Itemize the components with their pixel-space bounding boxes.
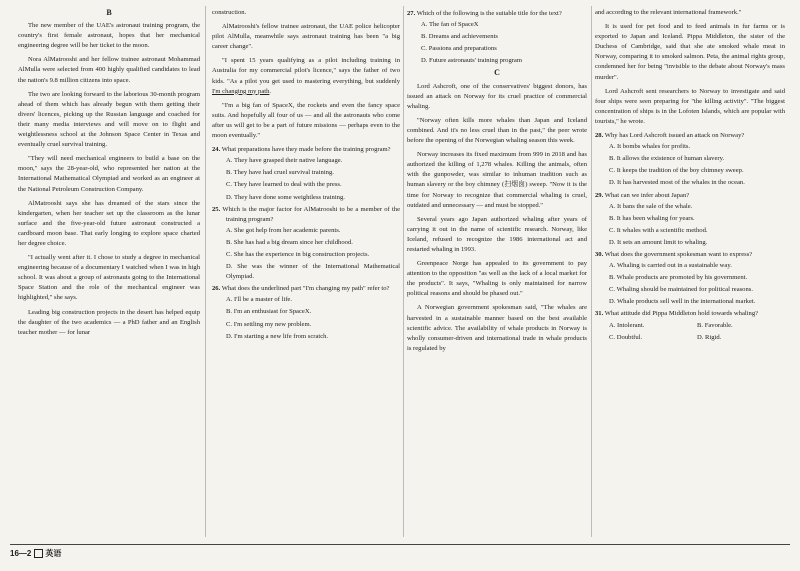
question-number: 29.	[595, 191, 604, 199]
option: D. It sets an amount limit to whaling.	[609, 238, 708, 246]
option: B. They have had cruel survival training.	[226, 169, 334, 177]
option: A. It bans the sale of the whale.	[609, 202, 693, 210]
page-number: 16—2	[10, 549, 32, 558]
page-footer	[10, 548, 61, 559]
question-stem: What does the government spokesman want to express?	[604, 250, 753, 258]
paragraph	[212, 56, 400, 96]
paragraph: It is used for pet food and to feed animals in fur farms or is exported to Japan and Iceland. Pippa Middleton, the sister of the Duchess of Cambridge, said that she ate smoked whale meat in Norway, comparing it to smoked salmon. Peta, the animal rights group, condemned her for being "invisible to the debate about Norway's mass murder".	[595, 23, 785, 81]
question-number: 31.	[595, 310, 604, 318]
underlined-phrase: I'm changing my path	[212, 87, 270, 95]
paragraph: "I actually went after it. I chose to study a degree in mechanical engineering because of a documentary I watched when I was in high school. It was about a group of astronauts going to the International Space Station and the role of the mechanical engineer was highlighted," she says.	[18, 254, 200, 302]
text: "I spent 15 years qualifying as a pilot including training in Australia for my commercial pilot's licence," says the father of two kids. "As a pilot you get used to mastering everything, but suddenly	[212, 57, 400, 85]
option: B. She has had a big dream since her childhood.	[226, 238, 353, 246]
option: B. It allows the existence of human slavery.	[609, 155, 725, 163]
option: B. Favorable.	[697, 321, 733, 329]
question-stem: Which of the following is the suitable title for the text?	[416, 10, 562, 17]
column-divider	[205, 6, 206, 537]
subject-badge-icon	[34, 549, 43, 558]
question-stem: What can we infer about Japan?	[604, 191, 690, 199]
option: A. It bombs whales for profits.	[609, 143, 691, 151]
option: C. Whaling should be maintained for political reasons.	[609, 286, 753, 294]
paragraph: construction.	[212, 9, 247, 16]
option: A. Whaling is carried out in a sustainable way.	[609, 262, 732, 270]
option: C. It whales with a scientific method.	[609, 226, 708, 234]
question-28	[595, 131, 785, 188]
option: C. She has the experience in big construction projects.	[226, 250, 370, 258]
question-stem: Why has Lord Ashcroft issued an attack on Norway?	[604, 132, 745, 140]
paragraph: and according to the relevant international framework."	[595, 9, 742, 16]
paragraph: Nora AlMatrooshi and her fellow trainee astronaut Mohammad AlMulla were selected from 400 highly qualified candidates to lead the nation's 9.8 million citizens into space.	[18, 56, 200, 84]
option: B. Dreams and achievements	[421, 33, 498, 41]
paragraph: "I'm a big fan of SpaceX, the rockets and even the fancy space suits. And hopefully all four of us — and all the astronauts who come after us will get to be a part of future missions — perhaps even to the moon eventually."	[212, 101, 400, 140]
column-divider	[403, 6, 404, 537]
option: C. It keeps the tradition of the boy chimney sweep.	[609, 167, 744, 175]
question-30	[595, 250, 785, 307]
option: B. Whale products are promoted by his government.	[609, 274, 748, 282]
option: D. They have done some weightless training.	[226, 193, 345, 201]
column-divider	[591, 6, 592, 537]
paragraph: A Norwegian government spokesman said, "The whales are harvested in a sustainable manner based on the best available scientific advice. The availability of whale products in Norway is wholly consumer-driven and international trade in whale products is regulated by	[407, 304, 587, 352]
paragraph: AlMatrooshi says she has dreamed of the stars since the kindergarten, when her teacher set up the classroom as the lunar surface and the five-year-old future astronaut constructed a cardboard moon base. That early longing to explore space charted her degree choice.	[18, 199, 200, 247]
column-3	[407, 8, 587, 540]
subject-label: 英语	[45, 549, 62, 558]
question-24	[212, 145, 400, 202]
paragraph: The two are looking forward to the laborious 30-month program ahead of them which has already begun with them getting their divers' licences, picking up the Russian language and coached for their many media interviews and will move on to flight and weightlessness school at the Johnson Space Center in Texas and eventually cruel survival training.	[18, 90, 200, 149]
paragraph: Lord Ashcroft sent researchers to Norway to investigate and said four ships were seen preparing for "the killing activity". "The biggest concentration of ships is in the Lofoten Islands, which are popular with tourists," he wrote.	[595, 87, 785, 125]
question-number: 24.	[212, 146, 221, 154]
option: D. It has harvested most of the whales in the ocean.	[609, 179, 745, 187]
paragraph: Leading big construction projects in the desert has helped equip the daughter of the two academics — a PhD father and an English teacher mother — for lunar	[18, 308, 200, 336]
paragraph: Greenpeace Norge has appealed to its government to pay attention to the opposition "as well as the lack of a local market for the products". It says, "Whaling is only maintained for narrow political reasons and should be phased out."	[407, 260, 587, 298]
question-stem: Which is the major factor for AlMatrooshi to be a member of the training program?	[222, 205, 400, 223]
option: D. Rigid.	[697, 333, 722, 341]
option: B. I'm an enthusiast for SpaceX.	[226, 308, 312, 316]
question-27	[407, 9, 587, 66]
option: A. The fan of SpaceX	[421, 21, 479, 29]
question-25	[212, 205, 400, 283]
option: D. I'm starting a new life from scratch.	[226, 332, 329, 340]
question-26	[212, 284, 400, 341]
option: D. She was the winner of the International Mathematical Olympiad.	[226, 263, 400, 281]
paragraph: AlMatrooshi's fellow trainee astronaut, the UAE police helicopter pilot AlMulla, meanwhile says astronaut training has been "a big career change".	[212, 23, 400, 51]
option: A. I'll be a master of life.	[226, 296, 293, 304]
question-number: 30.	[595, 250, 604, 258]
text: .	[269, 87, 272, 95]
option: C. I'm settling my new problem.	[226, 320, 312, 328]
paragraph: "Norway often kills more whales than Japan and Iceland combined. And it's no less cruel than in the past," the peer wrote before the opening of the Norwegian whaling season this week.	[407, 116, 587, 145]
option: B. It has been whaling for years.	[609, 214, 695, 222]
option: A. Intolerant.	[609, 321, 645, 329]
column-2	[212, 8, 400, 540]
paragraph: Several years ago Japan authorized whaling after years of carrying it out in the name of scientific research. Norway, like Iceland, refused to recognize the 1986 international act and restarted whaling in 1993.	[407, 215, 587, 253]
option: A. They have grasped their native language.	[226, 157, 343, 165]
question-number: 25.	[212, 205, 221, 213]
option: C. Doubtful.	[609, 333, 643, 341]
question-31	[595, 309, 785, 342]
column-1	[18, 8, 200, 540]
column-4	[595, 8, 785, 540]
question-number: 28.	[595, 132, 604, 140]
paragraph: "They will need mechanical engineers to build a base on the moon," says the 28-year-old, who represented her nation at the International Mathematical Olympiad and worked as an engineer at the National Petroleum Construction Company.	[18, 155, 200, 193]
option: D. Whale products sell well in the international market.	[609, 298, 756, 306]
section-heading-b: B	[106, 8, 112, 17]
question-stem: What attitude did Pippa Middleton hold towards whaling?	[604, 310, 759, 318]
paragraph: Lord Ashcroft, one of the conservatives' biggest donors, has issued an attack on Norway for its cruel practice of commercial whaling.	[407, 82, 587, 110]
question-29	[595, 191, 785, 248]
option: C. They have learned to deal with the press.	[226, 181, 342, 189]
option: D. Future astronauts' training program	[421, 57, 522, 65]
option: A. She got help from her academic parents.	[226, 226, 341, 234]
section-heading-c: C	[494, 68, 500, 78]
paragraph: The new member of the UAE's astronaut training program, the country's first female astronaut, hopes that her mechanical engineering degree will be her ticket to the moon.	[18, 22, 200, 50]
footer-rule	[10, 544, 790, 545]
question-stem: What does the underlined part "I'm changing my path" refer to?	[221, 285, 390, 293]
question-number: 26.	[212, 285, 221, 293]
option: C. Passions and preparations	[421, 45, 497, 53]
paragraph: Norway increases its fixed maximum from 999 in 2018 and has authorized the killing of 1,278 whales. Killing the animals, often with the gunpowder, was similar to inhuman tradition such as human slavery or the boy chimney (扫烟囱) sweep. "Now it is the time for Norway to recognize that commercial whaling is cruel, outdated and unnecessary — and must be stopped."	[407, 151, 587, 209]
question-number: 27.	[407, 10, 416, 17]
question-stem: What preparations have they made before the training program?	[221, 146, 391, 154]
